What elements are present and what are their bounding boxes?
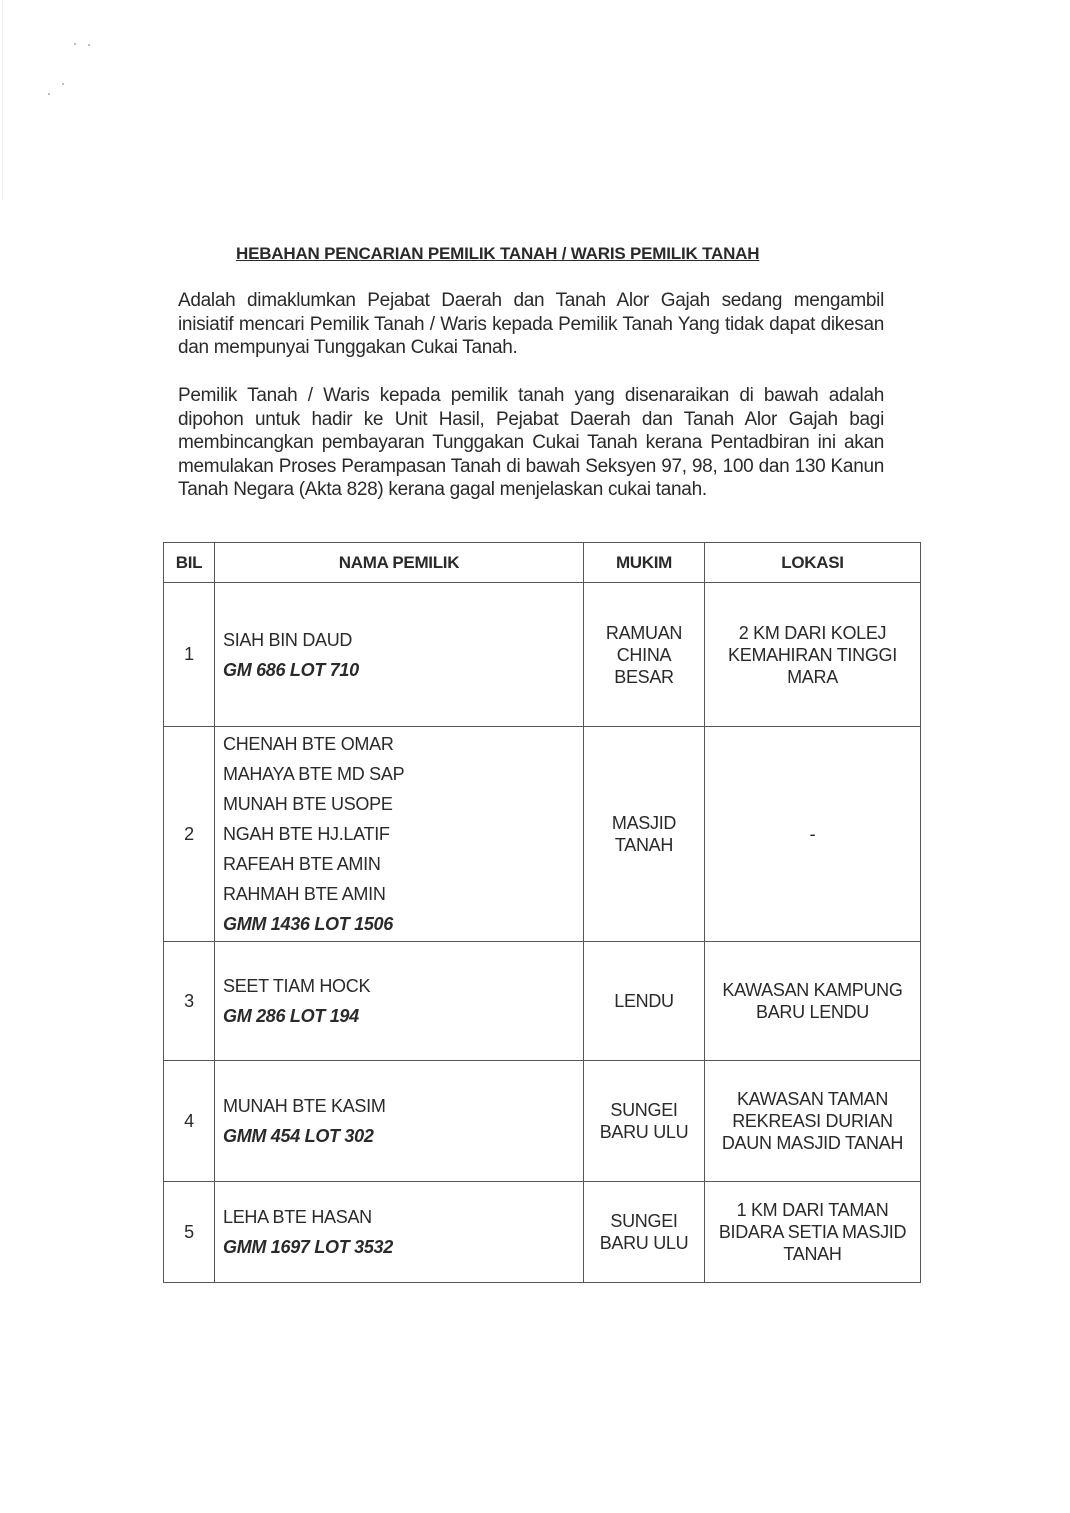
mukim-line: SUNGEI: [610, 1100, 678, 1120]
table-row: [164, 583, 921, 727]
owner-name: LEHA BTE HASAN: [223, 1207, 372, 1227]
lokasi-cell: [705, 1061, 921, 1182]
mukim-line: BESAR: [614, 666, 674, 687]
lokasi-line: 1 KM DARI TAMAN: [736, 1200, 889, 1220]
owner-name: NGAH BTE HJ.LATIF: [223, 824, 390, 844]
header-nama-pemilik: NAMA PEMILIK: [215, 543, 584, 583]
lot-number: GMM 1697 LOT 3532: [223, 1237, 393, 1257]
intro-paragraph: Adalah dimaklumkan Pejabat Daerah dan Tanah Alor Gajah sedang mengambil inisiatif mencari Pemilik Tanah / Waris kepada Pemilik Tanah Yang tidak dapat dikesan dan mempunyai Tunggakan Cukai Tanah.: [178, 290, 884, 358]
owner-cell: [215, 727, 584, 942]
lokasi-cell: [705, 583, 921, 727]
owner-cell: [215, 1061, 584, 1182]
lokasi-cell: [705, 942, 921, 1061]
owner-cell: [215, 1182, 584, 1283]
header-lokasi: LOKASI: [705, 543, 921, 583]
mukim-cell: [584, 727, 705, 942]
lokasi-line: TANAH: [783, 1244, 842, 1264]
table-row: [164, 727, 921, 942]
lokasi-cell: [705, 1182, 921, 1283]
bil-cell: 2: [164, 727, 215, 942]
mukim-line: TANAH: [614, 835, 674, 855]
table-row: [164, 1061, 921, 1182]
lokasi-line: 2 KM DARI KOLEJ: [738, 622, 887, 643]
scan-edge: [2, 0, 3, 200]
mukim-line: BARU ULU: [599, 1122, 689, 1142]
owner-name: SEET TIAM HOCK: [223, 976, 371, 996]
owner-cell: [215, 583, 584, 727]
table-row: [164, 942, 921, 1061]
lokasi-line: MARA: [787, 666, 838, 687]
lot-number: GM 286 LOT 194: [223, 1006, 359, 1026]
bil-cell: 5: [164, 1182, 215, 1283]
document-title: HEBAHAN PENCARIAN PEMILIK TANAH / WARIS PEMILIK TANAH: [236, 244, 760, 263]
mukim-cell: [584, 942, 705, 1061]
bil-cell: 1: [164, 583, 215, 727]
mukim-line: BARU ULU: [599, 1233, 689, 1253]
lot-number: GMM 454 LOT 302: [223, 1126, 374, 1146]
scan-speck: [88, 44, 90, 46]
mukim-cell: [584, 1182, 705, 1283]
mukim-line: RAMUAN: [605, 622, 683, 643]
lokasi-line: KAWASAN TAMAN: [736, 1089, 889, 1109]
owner-name: MAHAYA BTE MD SAP: [223, 764, 405, 784]
table-header-row: [164, 543, 921, 583]
lokasi-line: BARU LENDU: [755, 1002, 870, 1022]
owner-name: RAHMAH BTE AMIN: [223, 884, 386, 904]
lokasi-cell: [705, 727, 921, 942]
bil-cell: 3: [164, 942, 215, 1061]
mukim-line: MASJID: [611, 813, 677, 833]
mukim-cell: [584, 583, 705, 727]
owner-name: RAFEAH BTE AMIN: [223, 854, 381, 874]
header-mukim: MUKIM: [584, 543, 705, 583]
lot-number: GM 686 LOT 710: [223, 659, 359, 680]
scan-speck: [74, 43, 76, 45]
bil-cell: 4: [164, 1061, 215, 1182]
lokasi-line: BIDARA SETIA MASJID: [718, 1222, 907, 1242]
instruction-paragraph: Pemilik Tanah / Waris kepada pemilik tanah yang disenaraikan di bawah adalah dipohon untuk hadir ke Unit Hasil, Pejabat Daerah dan Tanah Alor Gajah bagi membincangkan pembayaran Tunggakan Cukai Tanah kerana Pentadbiran ini akan memulakan Proses Perampasan Tanah di bawah Seksyen 97, 98, 100 dan 130 Kanun Tanah Negara (Akta 828) kerana gagal menjelaskan cukai tanah.: [178, 385, 884, 500]
owner-cell: [215, 942, 584, 1061]
mukim-line: CHINA: [616, 644, 672, 665]
owner-name: SIAH BIN DAUD: [223, 629, 353, 650]
owner-name: MUNAH BTE USOPE: [223, 794, 393, 814]
lokasi-line: -: [809, 824, 816, 844]
mukim-line: LENDU: [614, 991, 674, 1011]
lokasi-line: KAWASAN KAMPUNG: [722, 980, 903, 1000]
scan-speck: [48, 93, 50, 95]
lokasi-line: KEMAHIRAN TINGGI: [728, 644, 897, 665]
lokasi-line: REKREASI DURIAN: [732, 1111, 893, 1131]
land-owners-table: [163, 542, 921, 1283]
owner-name: MUNAH BTE KASIM: [223, 1096, 386, 1116]
lot-number: GMM 1436 LOT 1506: [223, 914, 393, 934]
owner-name: CHENAH BTE OMAR: [223, 734, 394, 754]
scan-speck: [62, 83, 64, 85]
header-bil: BIL: [164, 543, 215, 583]
mukim-cell: [584, 1061, 705, 1182]
lokasi-line: DAUN MASJID TANAH: [721, 1133, 904, 1153]
mukim-line: SUNGEI: [610, 1211, 678, 1231]
table-row: [164, 1182, 921, 1283]
